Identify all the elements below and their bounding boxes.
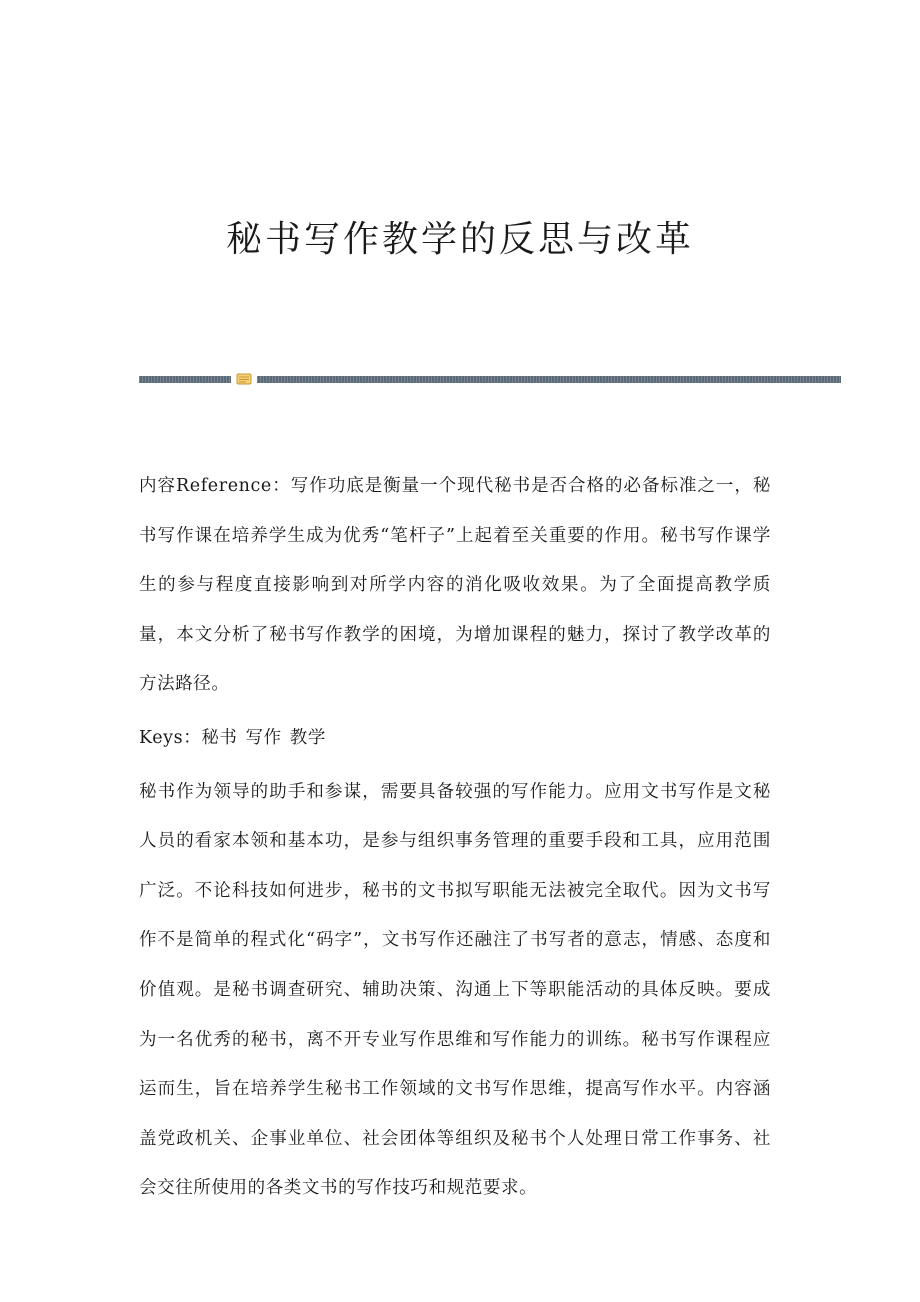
abstract-label: 内容Reference： — [139, 476, 291, 496]
body-paragraph: 秘书作为领导的助手和参谋，需要具备较强的写作能力。应用文书写作是文秘人员的看家本领和基本功，是参与组织事务管理的重要手段和工具，应用范围广泛。不论科技如何进步，秘书的文书拟写职能无法被完全取代。因为文书写作不是简单的程式化“码字”，文书写作还融注了书写者的意志，情感、态度和价值观。是秘书调查研究、辅助决策、沟通上下等职能活动的具体反映。要成为一名优秀的秘书，离不开专业写作思维和写作能力的训练。秘书写作课程应运而生，旨在培养学生秘书工作领域的文书写作思维，提高写作水平。内容涵盖党政机关、企事业单位、社会团体等组织及秘书个人处理日常工作事务、社会交往所使用的各类文书的写作技巧和规范要求。 — [139, 781, 771, 1199]
abstract-paragraph — [139, 462, 771, 710]
divider-bar-right — [257, 376, 841, 383]
keyword-term: 教学 — [289, 727, 326, 748]
title-divider — [139, 372, 841, 386]
keyword-term: 写作 — [245, 727, 282, 748]
keyword-term: 秘书 — [201, 727, 238, 748]
keywords-paragraph — [139, 714, 771, 764]
document-title: 秘书写作教学的反思与改革 — [225, 219, 694, 260]
document-body — [139, 462, 771, 1214]
divider-ornament-icon — [236, 372, 252, 386]
keywords-label: Keys： — [139, 727, 202, 748]
divider-bar-left — [139, 376, 231, 383]
abstract-text: 写作功底是衡量一个现代秘书是否合格的必备标准之一，秘书写作课在培养学生成为优秀“笔杆子”上起着至关重要的作用。秘书写作课学生的参与程度直接影响到对所学内容的消化吸收效果。为了全面提高教学质量，本文分析了秘书写作教学的困境，为增加课程的魅力，探讨了教学改革的方法路径。 — [139, 476, 771, 695]
